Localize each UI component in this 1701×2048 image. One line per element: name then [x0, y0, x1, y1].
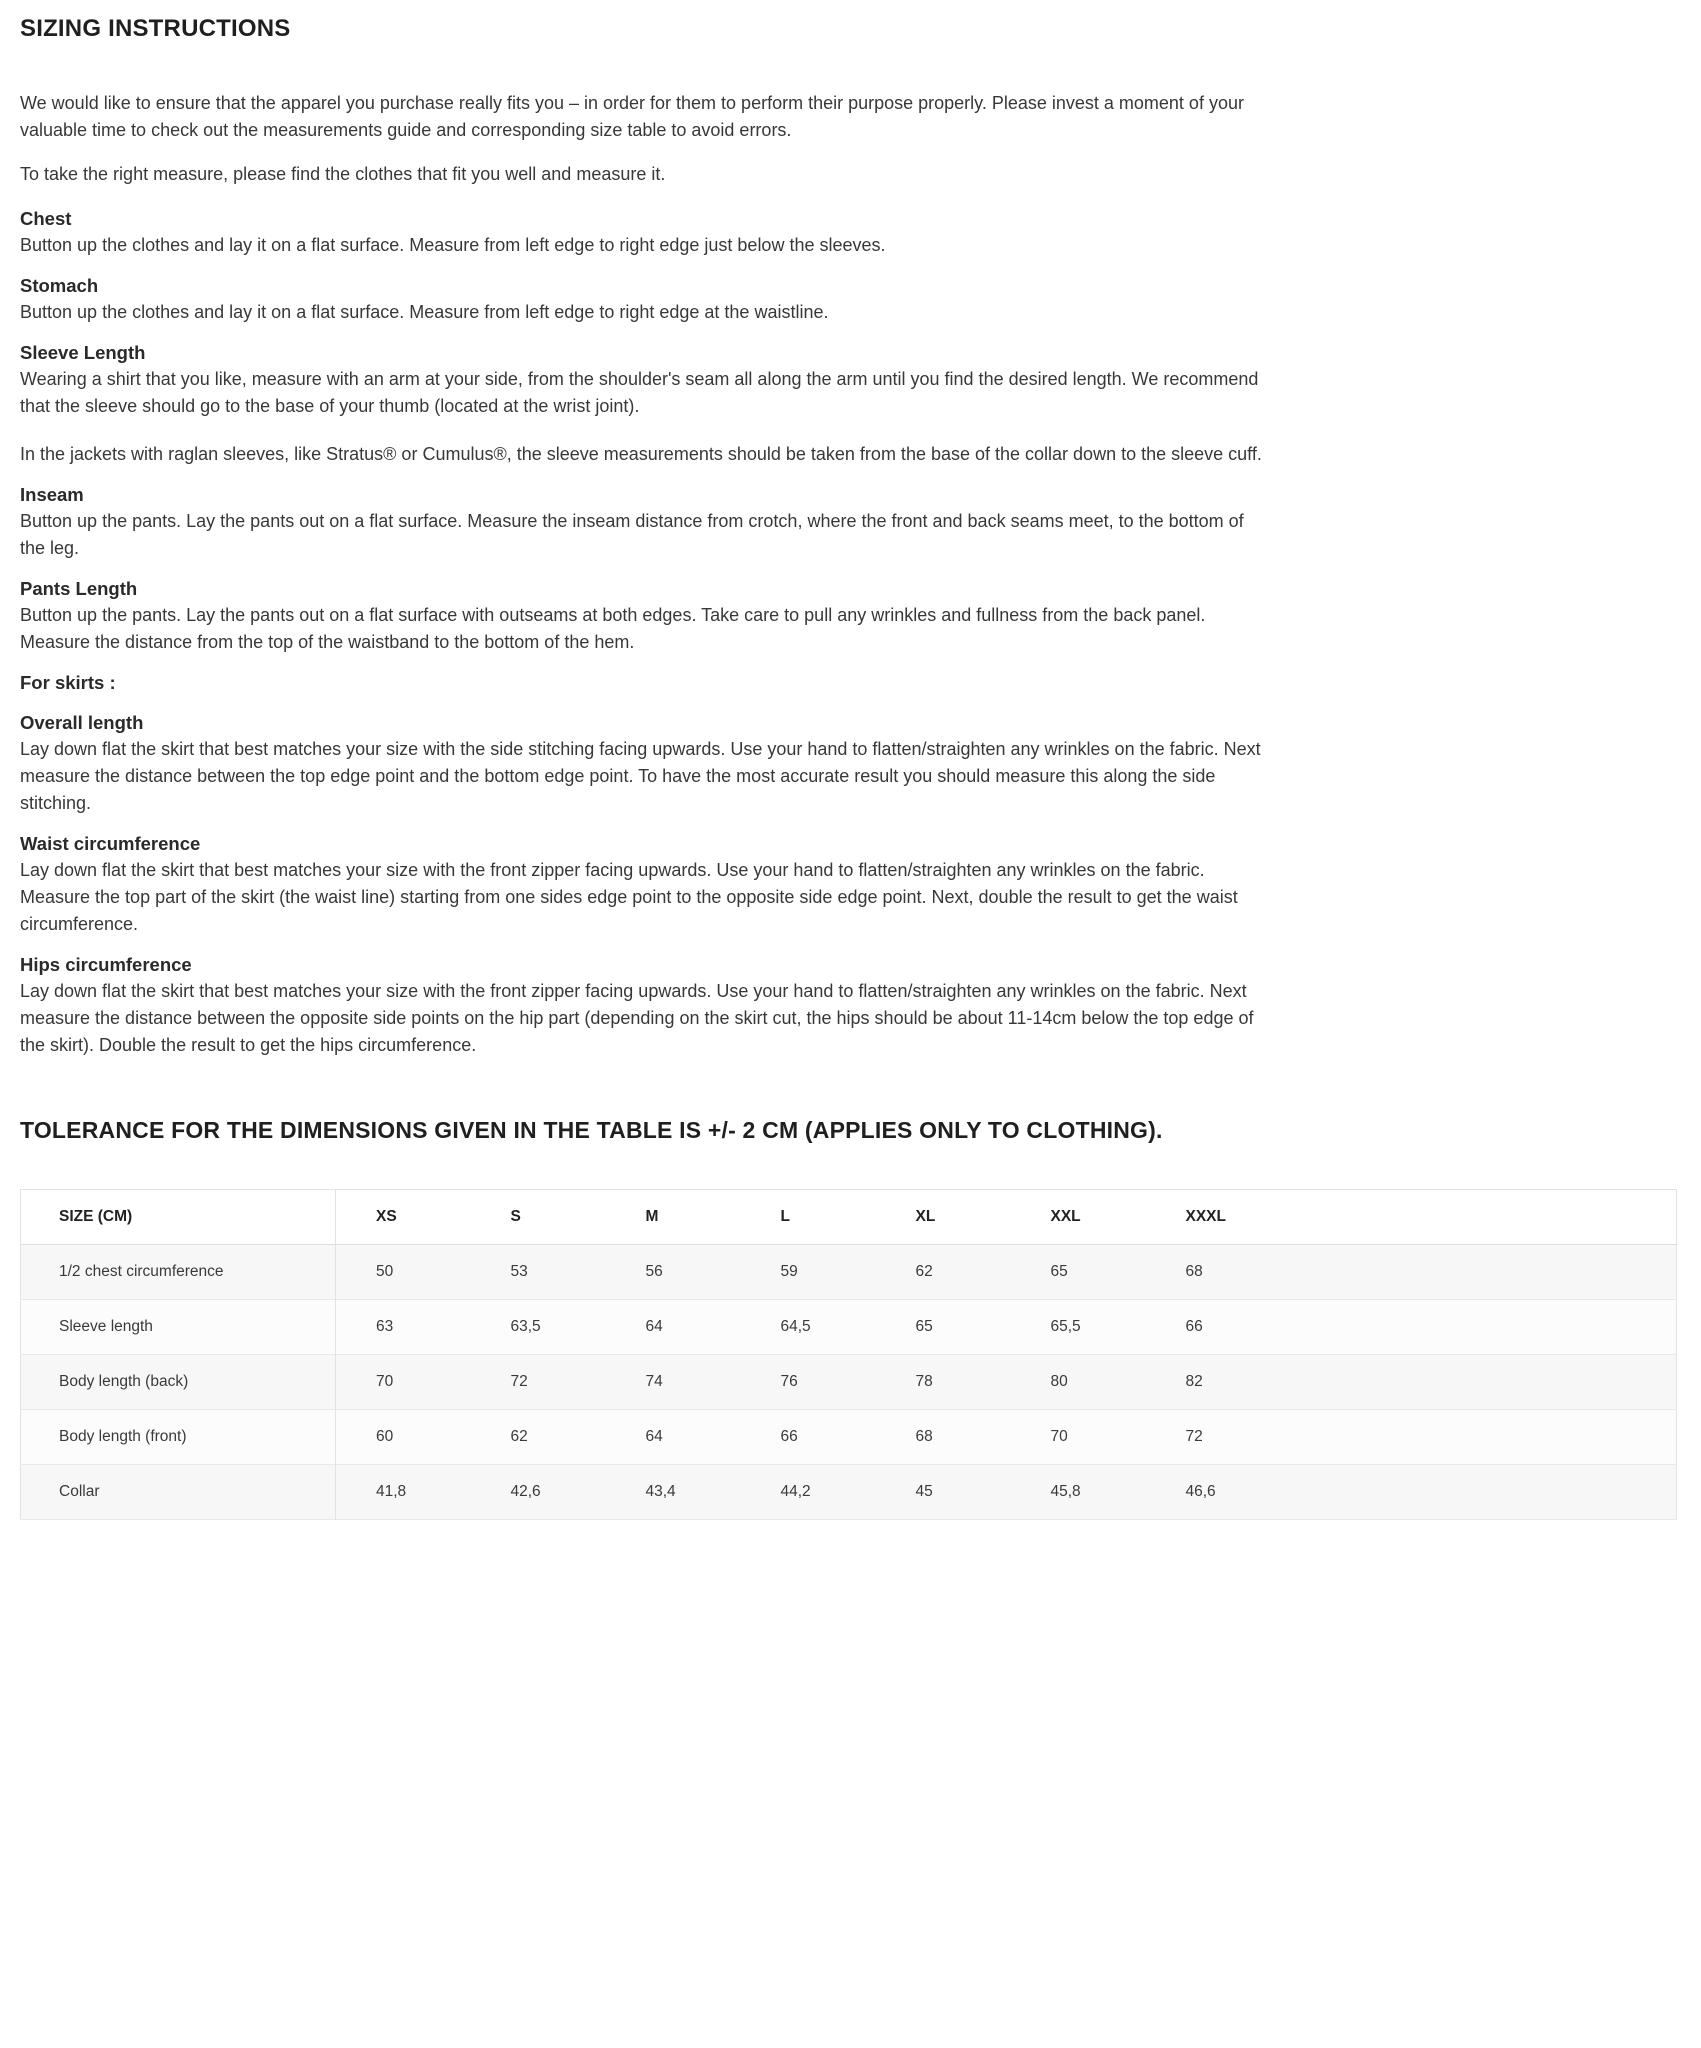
size-table-row [21, 1245, 1677, 1300]
section-paragraph: Wearing a shirt that you like, measure with an arm at your side, from the shoulder's seam all along the arm until you find the desired length. We recommend that the sleeve should go to the base of your thumb (located at the wrist joint). [20, 369, 1259, 416]
size-value: 65 [1050, 1263, 1068, 1280]
section-paragraph: Button up the pants. Lay the pants out on a flat surface with outseams at both edges. Take care to pull any wrinkles and fullness from the back panel. Measure the distance from the top of the waistband to the bottom of the hem. [20, 605, 1206, 652]
size-value: 62 [915, 1263, 933, 1280]
size-table-head [21, 1190, 1677, 1245]
tolerance-heading: TOLERANCE FOR THE DIMENSIONS GIVEN IN THE TABLE IS +/- 2 CM (APPLIES ONLY TO CLOTHING). [20, 1117, 1163, 1143]
size-value: 64 [645, 1318, 663, 1335]
size-table [20, 1189, 1677, 1520]
size-table-body [21, 1245, 1677, 1520]
size-value: 59 [780, 1263, 798, 1280]
section-heading: Chest [20, 208, 72, 229]
section-heading: For skirts : [20, 672, 116, 693]
section-paragraph: Button up the pants. Lay the pants out on a flat surface. Measure the inseam distance from crotch, where the front and back seams meet, to the bottom of the leg. [20, 511, 1244, 558]
section-heading: Sleeve Length [20, 342, 146, 363]
size-value: 63,5 [510, 1318, 541, 1335]
size-column-header: XXL [1011, 1190, 1146, 1245]
size-column-header: XXXL [1146, 1190, 1677, 1245]
size-value: 43,4 [645, 1483, 676, 1500]
section-paragraph: Lay down flat the skirt that best matches your size with the side stitching facing upwards. Use your hand to flatten/straighten any wrinkles on the fabric. Next measure the distance between the top edge point and the bottom edge point. To have the most accurate result you should measure this along the side stitching. [20, 739, 1261, 813]
section-heading: Stomach [20, 275, 99, 296]
size-value: 68 [1185, 1263, 1203, 1280]
size-value: 65,5 [1050, 1318, 1081, 1335]
section-heading: Waist circumference [20, 833, 201, 854]
size-value: 42,6 [510, 1483, 541, 1500]
section-paragraph: Button up the clothes and lay it on a flat surface. Measure from left edge to right edge just below the sleeves. [20, 235, 886, 255]
measurement-section [20, 339, 1273, 468]
section-paragraph: Lay down flat the skirt that best matches your size with the front zipper facing upwards. Use your hand to flatten/straighten any wrinkles on the fabric. Next measure the distance between the opposite side points on the hip part (depending on the skirt cut, the hips should be about 11-14cm below the top edge of the skirt). Double the result to get the hips circumference. [20, 981, 1254, 1055]
size-table-row [21, 1410, 1677, 1465]
size-value: 70 [376, 1373, 394, 1390]
section-paragraph: Lay down flat the skirt that best matches your size with the front zipper facing upwards. Use your hand to flatten/straighten any wrinkles on the fabric. Measure the top part of the skirt (the waist line) starting from one sides edge point to the opposite side edge point. Next, double the result to get the waist circumference. [20, 860, 1238, 934]
size-value: 66 [780, 1428, 798, 1445]
size-value: 53 [510, 1263, 528, 1280]
size-value: 45 [915, 1483, 933, 1500]
size-value: 60 [376, 1428, 394, 1445]
size-value: 63 [376, 1318, 394, 1335]
section-heading: Hips circumference [20, 954, 192, 975]
row-label: 1/2 chest circumference [21, 1245, 336, 1300]
measurement-section [20, 205, 1273, 259]
section-paragraph: In the jackets with raglan sleeves, like Stratus® or Cumulus®, the sleeve measurements should be taken from the base of the collar down to the sleeve cuff. [20, 444, 1262, 464]
size-value: 72 [1185, 1428, 1203, 1445]
measurement-section [20, 669, 1273, 696]
row-label: Body length (front) [21, 1410, 336, 1465]
size-column-header: S [471, 1190, 606, 1245]
size-value: 76 [780, 1373, 798, 1390]
size-value: 46,6 [1185, 1483, 1216, 1500]
section-heading: Inseam [20, 484, 84, 505]
section-heading: Overall length [20, 712, 144, 733]
measurement-section [20, 481, 1273, 562]
size-column-header: XS [336, 1190, 471, 1245]
size-value: 82 [1185, 1373, 1203, 1390]
size-value: 66 [1185, 1318, 1203, 1335]
size-table-corner-header: SIZE (CM) [21, 1190, 336, 1245]
instructions-text-column [20, 14, 1273, 1059]
intro-paragraph-1: We would like to ensure that the apparel you purchase really fits you – in order for them to perform their purpose properly. Please invest a moment of your valuable time to check out the measurements guide and corresponding size table to avoid errors. [20, 93, 1244, 140]
measurement-section [20, 709, 1273, 817]
size-value: 56 [645, 1263, 663, 1280]
measurement-section [20, 272, 1273, 326]
size-table-row [21, 1300, 1677, 1355]
size-column-header: M [606, 1190, 741, 1245]
size-value: 45,8 [1050, 1483, 1081, 1500]
size-table-row [21, 1465, 1677, 1520]
size-value: 70 [1050, 1428, 1068, 1445]
size-column-header: L [741, 1190, 876, 1245]
size-value: 64 [645, 1428, 663, 1445]
size-value: 68 [915, 1428, 933, 1445]
size-value: 41,8 [376, 1483, 407, 1500]
size-value: 72 [510, 1373, 528, 1390]
size-value: 65 [915, 1318, 933, 1335]
size-value: 50 [376, 1263, 394, 1280]
row-label: Body length (back) [21, 1355, 336, 1410]
size-value: 64,5 [780, 1318, 811, 1335]
measurement-section [20, 830, 1273, 938]
size-value: 80 [1050, 1373, 1068, 1390]
page-title: SIZING INSTRUCTIONS [20, 15, 291, 42]
measurement-sections [20, 205, 1273, 1059]
size-value: 78 [915, 1373, 933, 1390]
row-label: Sleeve length [21, 1300, 336, 1355]
section-heading: Pants Length [20, 578, 138, 599]
size-value: 62 [510, 1428, 528, 1445]
size-column-header: XL [876, 1190, 1011, 1245]
size-table-row [21, 1355, 1677, 1410]
size-value: 44,2 [780, 1483, 811, 1500]
size-value: 74 [645, 1373, 663, 1390]
intro-paragraph-2: To take the right measure, please find the clothes that fit you well and measure it. [20, 164, 666, 184]
row-label: Collar [21, 1465, 336, 1520]
measurement-section [20, 575, 1273, 656]
measurement-section [20, 951, 1273, 1059]
section-paragraph: Button up the clothes and lay it on a flat surface. Measure from left edge to right edge at the waistline. [20, 302, 829, 322]
size-table-header-row [21, 1190, 1677, 1245]
